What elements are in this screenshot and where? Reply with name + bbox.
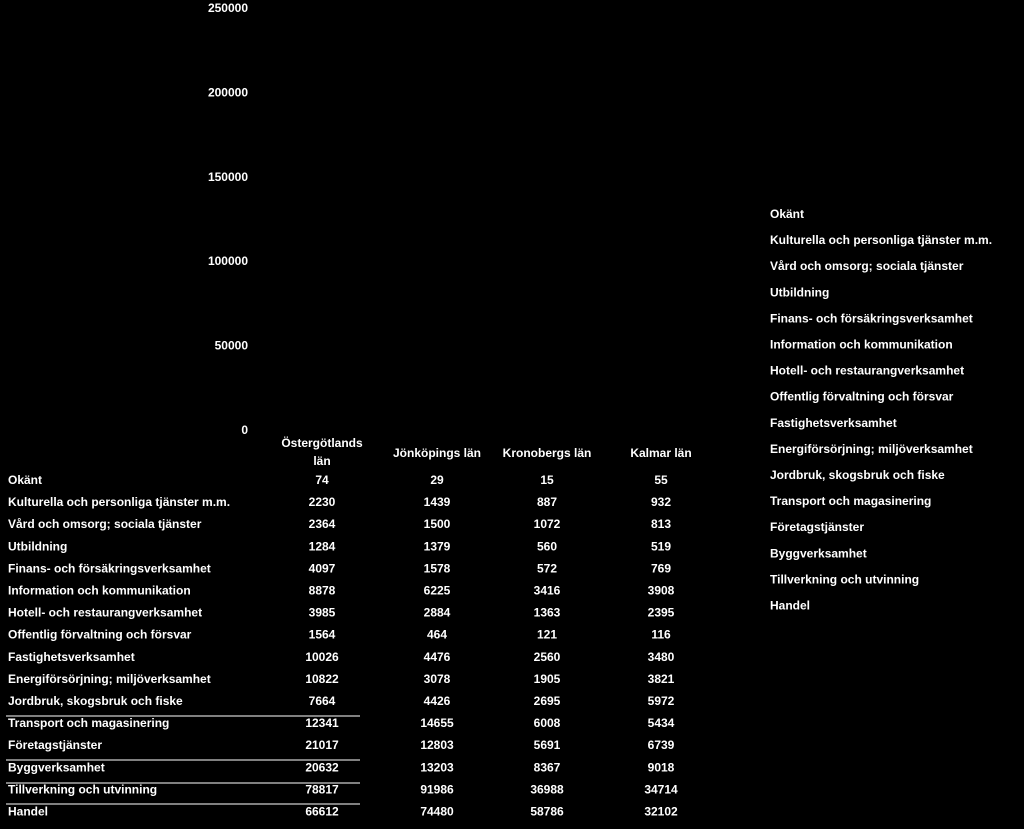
legend-entry: Vård och omsorg; sociala tjänster [770, 259, 964, 274]
table-cell-value: 3416 [533, 583, 561, 598]
table-cell-value: 932 [650, 495, 672, 510]
table-cell-value: 6739 [647, 738, 675, 753]
table-cell-value: 21017 [305, 738, 339, 753]
table-cell-value: 3480 [647, 649, 675, 664]
table-row-label: Företagstjänster [8, 738, 103, 753]
table-row-label: Jordbruk, skogsbruk och fiske [8, 694, 183, 708]
table-row-label: Kulturella och personliga tjänster m.m. [8, 495, 231, 510]
table-row-label: Finans- och försäkringsverksamhet [8, 561, 211, 576]
table-cell-value: 2884 [423, 605, 451, 620]
table-cell-value: 2230 [308, 495, 336, 510]
legend-entry: Transport och magasinering [770, 494, 932, 509]
y-tick-label: 100000 [207, 254, 248, 269]
table-cell-value: 2695 [533, 694, 561, 708]
table-row-label: Tillverkning och utvinning [8, 782, 158, 797]
table-cell-value: 560 [536, 539, 558, 554]
legend-entry: Okänt [770, 207, 805, 221]
table-cell-value: 2364 [308, 517, 336, 532]
table-cell-value: 1379 [423, 539, 451, 554]
table-row-label: Byggverksamhet [8, 760, 105, 775]
legend-entry: Hotell- och restaurangverksamhet [770, 363, 965, 378]
table-row-label: Okänt [8, 473, 43, 487]
table-cell-value: 464 [426, 627, 448, 642]
legend-entry: Fastighetsverksamhet [770, 415, 897, 430]
table-cell-value: 1284 [308, 539, 336, 554]
table-cell-value: 12341 [305, 716, 339, 731]
category-label: Kronobergs län [502, 446, 592, 460]
legend-entry: Tillverkning och utvinning [770, 572, 920, 587]
table-cell-value: 2560 [533, 649, 561, 664]
table-cell-value: 2395 [647, 605, 675, 620]
legend-entry: Företagstjänster [770, 520, 865, 535]
table-cell-value: 20632 [305, 760, 339, 775]
table-cell-value: 1363 [533, 605, 561, 620]
table-row-label: Fastighetsverksamhet [8, 649, 135, 664]
legend-entry: Energiförsörjning; miljöverksamhet [770, 441, 973, 456]
table-cell-value: 15 [540, 473, 554, 487]
table-cell-value: 1500 [423, 517, 451, 532]
category-label: län [313, 454, 331, 468]
table-cell-value: 58786 [530, 804, 564, 819]
table-cell-value: 8878 [308, 583, 336, 598]
table-cell-value: 13203 [420, 760, 454, 775]
table-cell-value: 572 [536, 561, 558, 576]
table-cell-value: 5691 [533, 738, 561, 753]
table-cell-value: 6225 [423, 583, 451, 598]
legend-entry: Handel [770, 598, 811, 613]
y-tick-label: 0 [241, 423, 248, 437]
table-cell-value: 4097 [308, 561, 336, 576]
table-row-label: Information och kommunikation [8, 583, 191, 598]
table-cell-value: 5972 [647, 694, 675, 708]
legend-entry: Finans- och försäkringsverksamhet [770, 311, 973, 326]
y-tick-label: 50000 [214, 338, 248, 353]
table-cell-value: 3821 [647, 671, 675, 686]
table-cell-value: 1905 [533, 671, 561, 686]
legend-entry: Jordbruk, skogsbruk och fiske [770, 468, 945, 482]
table-cell-value: 3985 [308, 605, 336, 620]
table-cell-value: 3078 [423, 671, 451, 686]
y-tick-label: 250000 [207, 1, 248, 15]
legend-entry: Kulturella och personliga tjänster m.m. [770, 233, 993, 248]
table-cell-value: 9018 [647, 760, 675, 775]
table-cell-value: 769 [650, 561, 672, 576]
legend-entry: Utbildning [770, 285, 830, 300]
table-cell-value: 8367 [533, 760, 561, 775]
table-cell-value: 74480 [420, 804, 454, 819]
table-cell-value: 1072 [533, 517, 561, 532]
table-cell-value: 32102 [644, 804, 678, 819]
table-row-label: Hotell- och restaurangverksamhet [8, 605, 203, 620]
table-cell-value: 34714 [644, 782, 678, 797]
table-cell-value: 10026 [305, 649, 339, 664]
table-cell-value: 813 [650, 517, 672, 532]
table-cell-value: 1578 [423, 561, 451, 576]
category-label: Kalmar län [630, 446, 692, 460]
table-cell-value: 14655 [420, 716, 454, 731]
table-row-label: Handel [8, 804, 49, 819]
table-cell-value: 1439 [423, 495, 451, 510]
y-tick-label: 150000 [207, 169, 248, 184]
table-cell-value: 10822 [305, 671, 339, 686]
table-cell-value: 121 [536, 627, 558, 642]
table-cell-value: 55 [654, 473, 668, 487]
table-cell-value: 12803 [420, 738, 454, 753]
table-cell-value: 74 [315, 473, 329, 487]
legend-entry: Byggverksamhet [770, 546, 867, 561]
table-cell-value: 78817 [305, 782, 339, 797]
table-row-label: Energiförsörjning; miljöverksamhet [8, 671, 211, 686]
table-cell-value: 887 [536, 495, 558, 510]
table-cell-value: 36988 [530, 782, 564, 797]
table-row-label: Transport och magasinering [8, 716, 170, 731]
table-cell-value: 5434 [647, 716, 675, 731]
table-row-label: Vård och omsorg; sociala tjänster [8, 517, 202, 532]
legend-entry: Offentlig förvaltning och försvar [770, 389, 954, 404]
table-row-label: Offentlig förvaltning och försvar [8, 627, 192, 642]
legend-entry: Information och kommunikation [770, 337, 953, 352]
table-cell-value: 66612 [305, 804, 339, 819]
table-cell-value: 3908 [647, 583, 675, 598]
table-cell-value: 1564 [308, 627, 336, 642]
table-cell-value: 4426 [423, 694, 451, 708]
table-cell-value: 4476 [423, 649, 451, 664]
table-cell-value: 6008 [533, 716, 561, 731]
table-cell-value: 29 [430, 473, 444, 487]
y-tick-label: 200000 [207, 85, 248, 100]
category-label: Jönköpings län [392, 446, 482, 460]
table-cell-value: 91986 [420, 782, 454, 797]
table-cell-value: 7664 [308, 694, 336, 708]
table-row-label: Utbildning [8, 539, 68, 554]
category-label: Östergötlands [281, 436, 363, 450]
table-cell-value: 519 [650, 539, 672, 554]
table-cell-value: 116 [651, 627, 671, 642]
